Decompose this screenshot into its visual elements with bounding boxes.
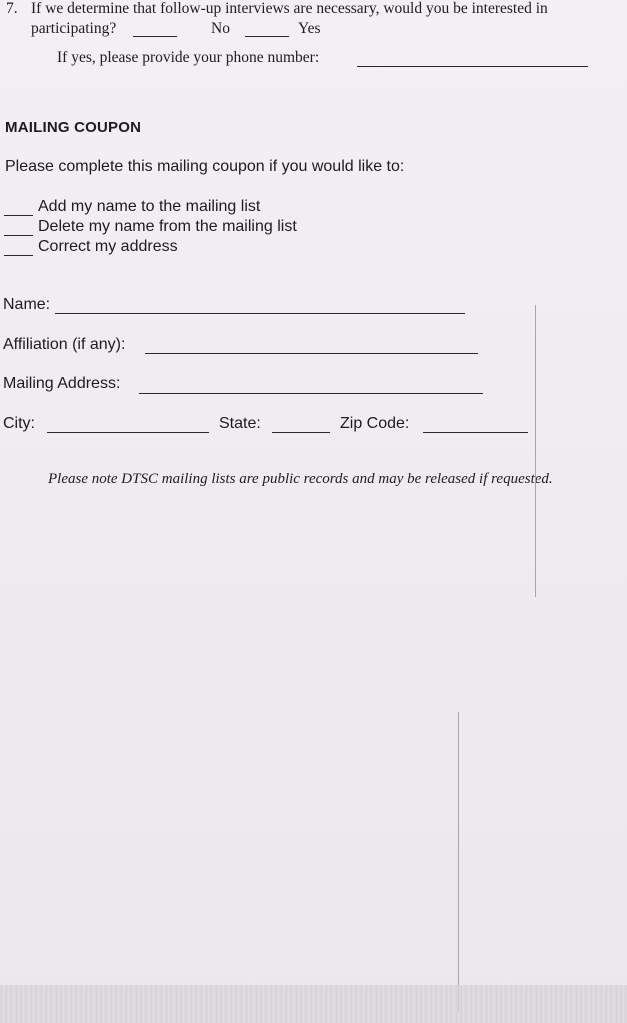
mailing-coupon-heading: MAILING COUPON [5, 119, 142, 136]
scan-fold-line [458, 712, 459, 1012]
yes-label: Yes [298, 20, 321, 37]
coupon-intro: Please complete this mailing coupon if you would like to: [5, 158, 405, 175]
no-label: No [211, 20, 230, 37]
delete-name-checkbox-blank[interactable] [4, 235, 33, 236]
yes-answer-blank[interactable] [245, 36, 289, 37]
zip-code-label: Zip Code: [340, 415, 410, 432]
affiliation-label: Affiliation (if any): [3, 336, 126, 353]
option-delete-name: Delete my name from the mailing list [38, 218, 297, 235]
zip-code-field[interactable] [423, 432, 528, 433]
correct-address-checkbox-blank[interactable] [4, 255, 33, 256]
state-field[interactable] [272, 432, 330, 433]
question-text-line2: participating? [31, 20, 117, 37]
city-field[interactable] [47, 432, 209, 433]
mailing-address-label: Mailing Address: [3, 375, 121, 392]
city-label: City: [3, 415, 35, 432]
add-name-checkbox-blank[interactable] [4, 215, 33, 216]
option-correct-address: Correct my address [38, 238, 178, 255]
question-text-line1: If we determine that follow-up interviews are necessary, would you be interested in [31, 0, 548, 17]
phone-prompt: If yes, please provide your phone number: [57, 49, 320, 66]
public-records-note: Please note DTSC mailing lists are public records and may be released if requested. [48, 471, 553, 487]
name-field[interactable] [55, 313, 465, 314]
scan-fold-line [535, 305, 536, 597]
name-label: Name: [3, 296, 51, 313]
scan-noise-band [0, 985, 627, 1023]
affiliation-field[interactable] [145, 353, 478, 354]
no-answer-blank[interactable] [133, 36, 177, 37]
option-add-name: Add my name to the mailing list [38, 198, 261, 215]
phone-number-field[interactable] [357, 66, 588, 67]
question-number: 7. [6, 0, 18, 17]
state-label: State: [219, 415, 261, 432]
mailing-address-field[interactable] [139, 393, 483, 394]
